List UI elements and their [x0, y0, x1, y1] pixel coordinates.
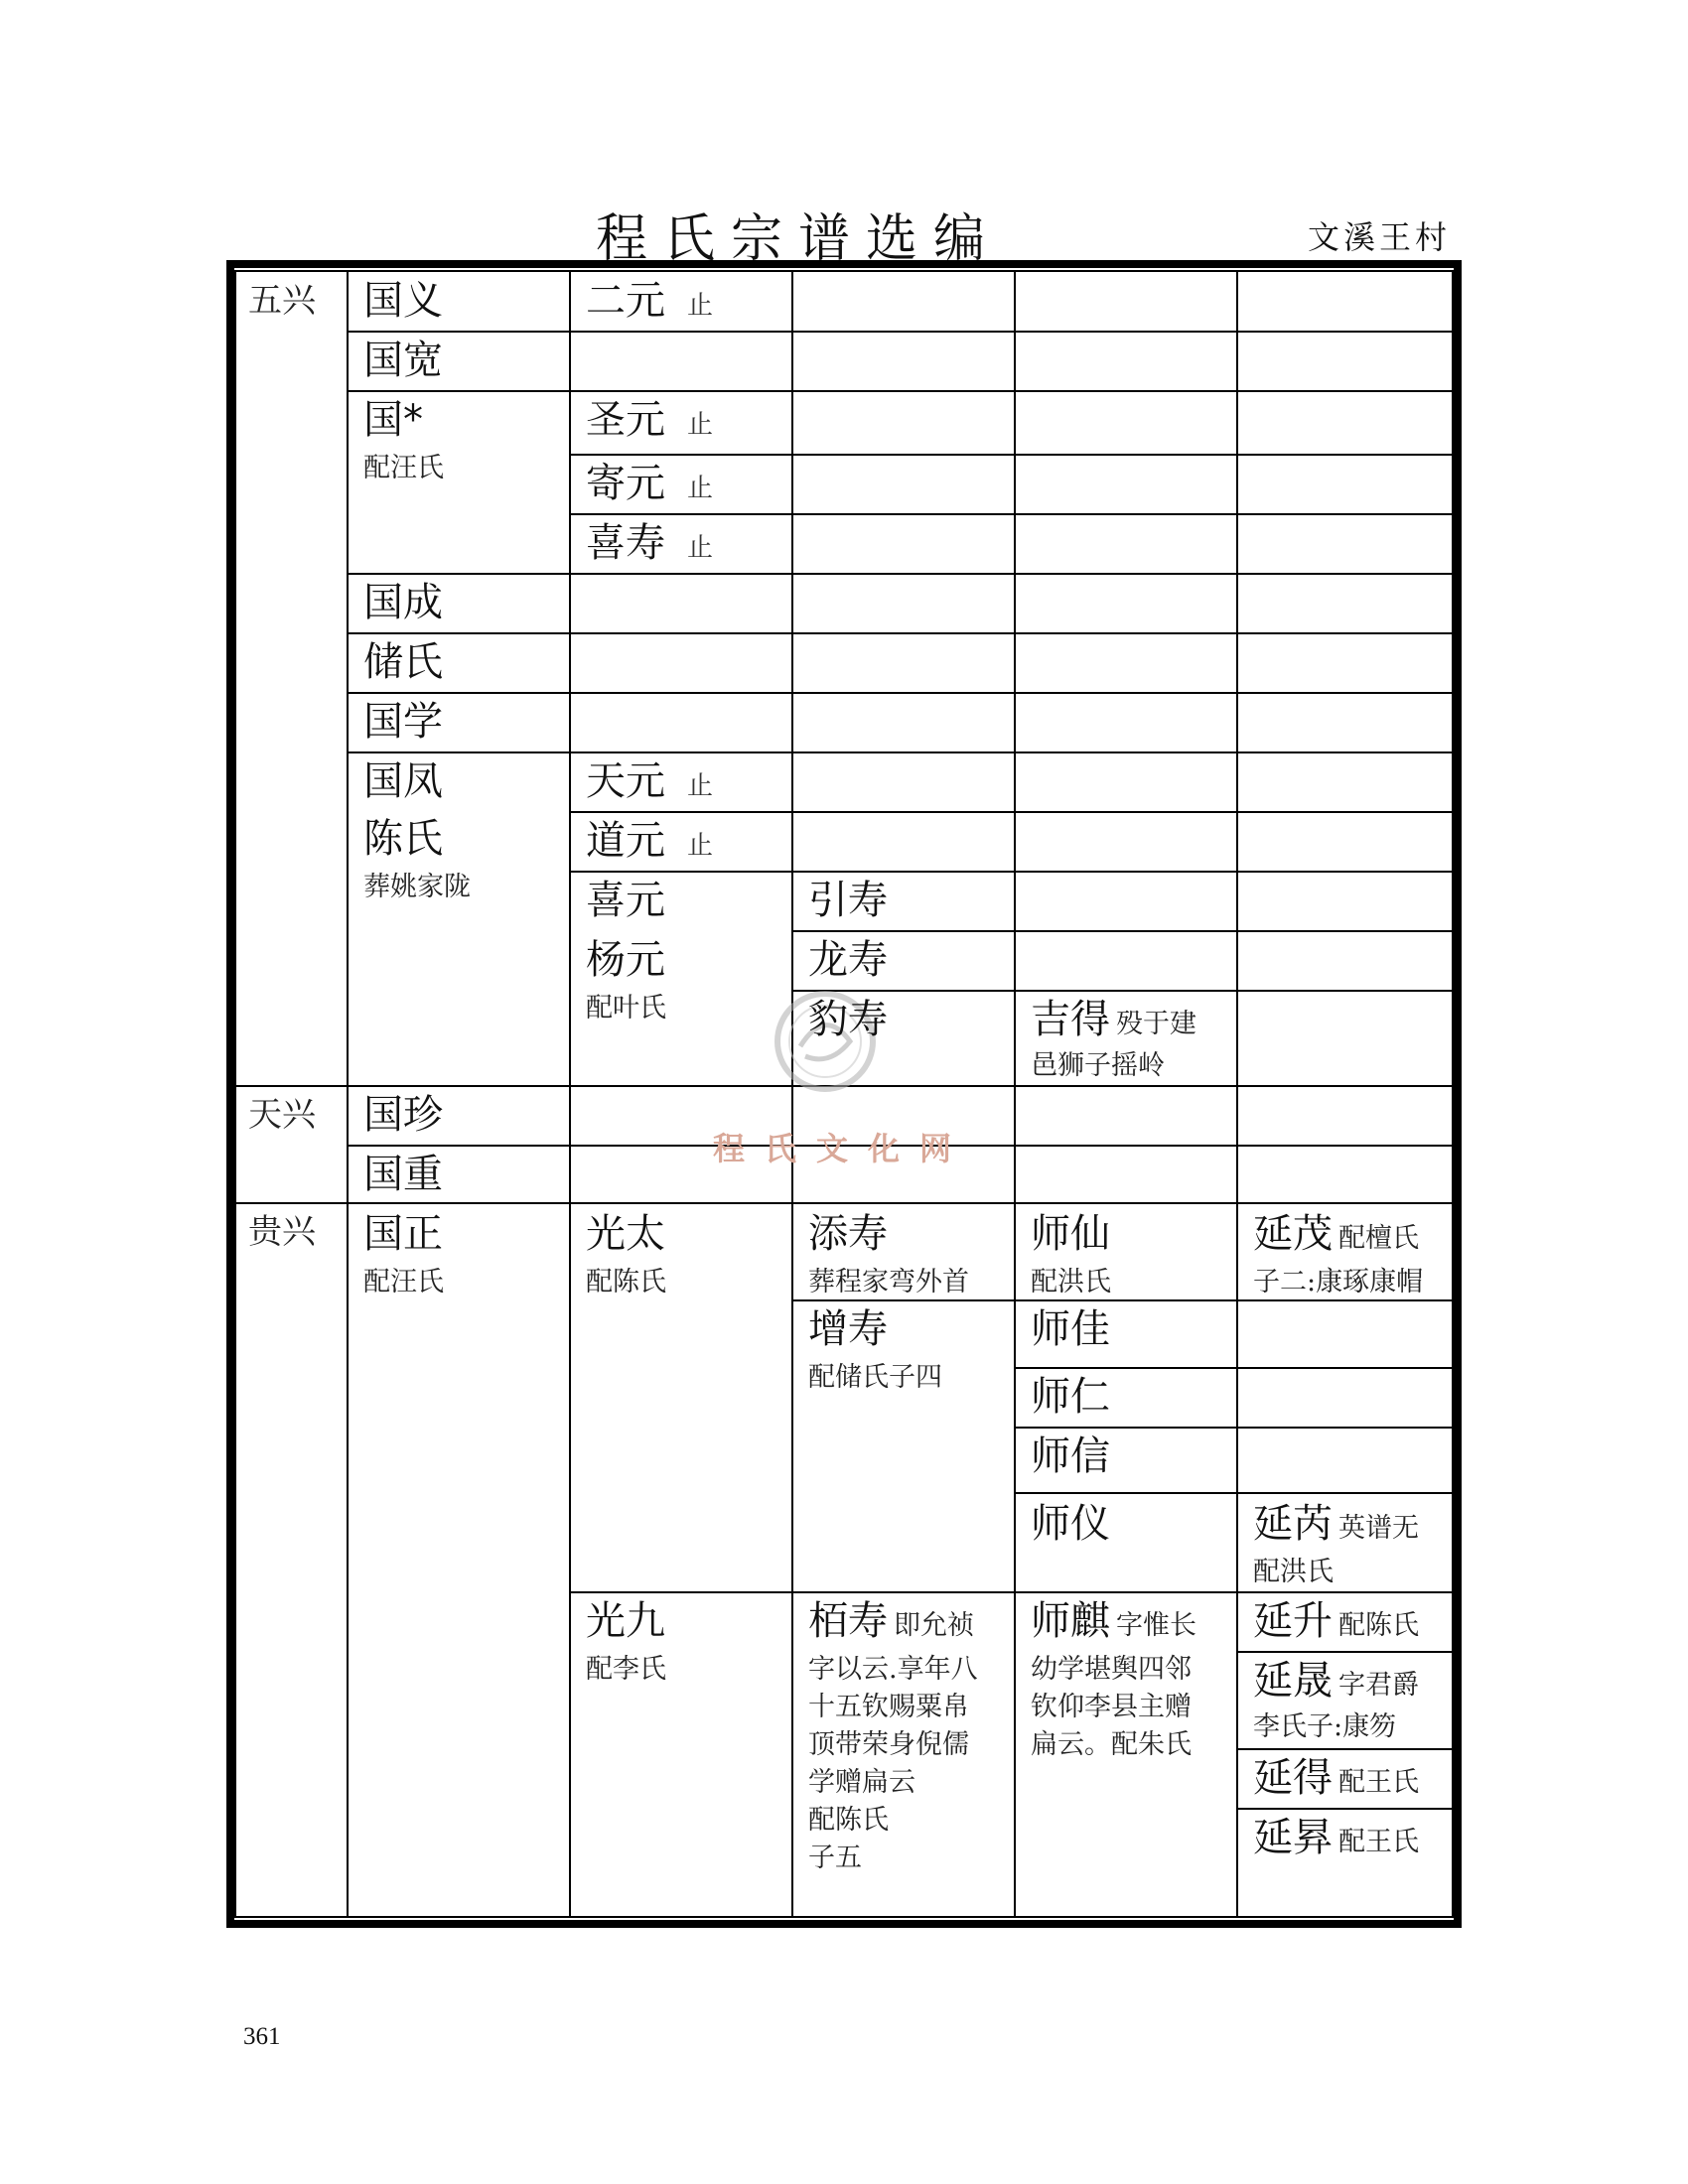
member-note: 李氏子:康笏: [1253, 1711, 1397, 1742]
member-name: 龙寿: [808, 937, 888, 983]
member-name: 添寿: [808, 1211, 888, 1257]
member-name: 寄元: [586, 461, 665, 506]
member-note: 英谱无: [1338, 1513, 1419, 1544]
member-note: 子二:康琢康帽: [1253, 1267, 1424, 1297]
member-note: 即允祯: [894, 1610, 974, 1641]
stop-mark: 止: [687, 533, 714, 563]
member-row: [1253, 1598, 1419, 1644]
member-note: 配陈氏: [586, 1267, 666, 1297]
member-name: 延芮: [1253, 1501, 1333, 1547]
member-note: 葬姚家陇: [363, 872, 471, 902]
member-note: 配王氏: [1338, 1767, 1419, 1798]
member-note: 配汪氏: [363, 1267, 444, 1297]
member-name: 国正: [363, 1211, 443, 1257]
member-name: 师信: [1031, 1433, 1110, 1479]
member-name: 增寿: [808, 1306, 888, 1352]
branch-guixing: 贵兴: [248, 1212, 316, 1252]
watermark-text: 程氏文化网: [713, 1130, 972, 1167]
member-note: 配王氏: [1338, 1827, 1419, 1857]
member-row: [586, 461, 713, 506]
member-name: 延晟: [1253, 1658, 1333, 1704]
stop-mark: 止: [687, 771, 714, 801]
member-note: 配陈氏: [808, 1805, 889, 1836]
member-name: 延升: [1253, 1598, 1333, 1644]
member-name: 陈氏: [363, 816, 443, 862]
member-row: [1031, 1598, 1196, 1644]
member-note: 学赠扁云: [808, 1767, 915, 1798]
member-name: 国宽: [363, 338, 443, 383]
member-name: 国重: [363, 1152, 443, 1197]
member-row: [586, 278, 713, 324]
branch-wuxing: 五兴: [248, 281, 316, 321]
branch-tianxing: 天兴: [248, 1095, 316, 1135]
member-note: 配檀氏: [1338, 1223, 1419, 1254]
member-row: [1253, 1815, 1419, 1860]
member-name: 吉得: [1031, 997, 1110, 1042]
member-name: 引寿: [808, 878, 888, 923]
stop-mark: 止: [687, 831, 714, 861]
member-name: 国学: [363, 699, 443, 745]
member-name: 师仪: [1031, 1501, 1110, 1547]
member-row: [1253, 1211, 1419, 1257]
member-name: 光太: [586, 1211, 665, 1257]
member-note: 子五: [808, 1843, 862, 1873]
member-name: 杨元: [586, 937, 665, 983]
member-name: 延茂: [1253, 1211, 1333, 1257]
stop-mark: 止: [687, 474, 714, 503]
member-name: 栢寿: [808, 1598, 888, 1644]
member-name: 国珍: [363, 1092, 443, 1138]
member-name: 圣元: [586, 397, 665, 443]
member-name: 国成: [363, 580, 443, 625]
member-note: 殁于建: [1116, 1009, 1196, 1039]
stop-mark: 止: [687, 410, 714, 440]
member-name: 国凤: [363, 758, 443, 804]
member-note: 字惟长: [1116, 1610, 1196, 1641]
member-name: 师仁: [1031, 1374, 1110, 1420]
member-note: 配汪氏: [363, 453, 444, 483]
member-note: 十五钦赐粟帛: [808, 1692, 969, 1722]
member-row: [1253, 1755, 1419, 1801]
member-note: 扁云。配朱氏: [1031, 1729, 1192, 1760]
member-note: 字以云.享年八: [808, 1654, 978, 1685]
member-name: 国*: [363, 397, 423, 443]
member-row: [808, 1598, 974, 1644]
member-name: 延昪: [1253, 1815, 1333, 1860]
page-number: 361: [243, 2023, 281, 2050]
page-title: 程氏宗谱选编: [596, 209, 1002, 269]
member-name: 喜元: [586, 878, 665, 923]
member-note: 配储氏子四: [808, 1362, 942, 1393]
member-name: 国义: [363, 278, 443, 324]
member-name: 光九: [586, 1598, 665, 1644]
member-note: 配陈氏: [1338, 1610, 1419, 1641]
member-row: [586, 397, 713, 443]
member-name: 储氏: [363, 639, 443, 685]
member-note: 配李氏: [586, 1654, 666, 1685]
member-name: 延得: [1253, 1755, 1333, 1801]
member-row: [1031, 997, 1196, 1042]
member-name: 喜寿: [586, 520, 665, 566]
stop-mark: 止: [687, 291, 714, 321]
member-name: 师佳: [1031, 1306, 1110, 1352]
member-note: 钦仰李县主赠: [1031, 1692, 1192, 1722]
member-note: 顶带荣身倪儒: [808, 1729, 969, 1760]
member-note: 配洪氏: [1253, 1557, 1334, 1587]
member-name: 道元: [586, 818, 665, 864]
member-note: 配洪氏: [1031, 1267, 1111, 1297]
member-name: 天元: [586, 758, 665, 804]
village-name: 文溪王村: [1308, 218, 1452, 256]
member-note: 葬程家弯外首: [808, 1267, 969, 1297]
member-note: 邑狮子摇岭: [1031, 1050, 1165, 1081]
member-row: [586, 758, 713, 804]
member-name: 豹寿: [808, 997, 888, 1042]
member-note: 字君爵: [1338, 1670, 1419, 1701]
member-name: 师麒: [1031, 1598, 1110, 1644]
member-name: 师仙: [1031, 1211, 1110, 1257]
member-note: 幼学堪舆四邻: [1031, 1654, 1192, 1685]
member-row: [1253, 1658, 1419, 1704]
member-row: [586, 818, 713, 864]
member-note: 配叶氏: [586, 993, 666, 1024]
member-row: [1253, 1501, 1419, 1547]
member-name: 二元: [586, 278, 665, 324]
member-row: [586, 520, 713, 566]
